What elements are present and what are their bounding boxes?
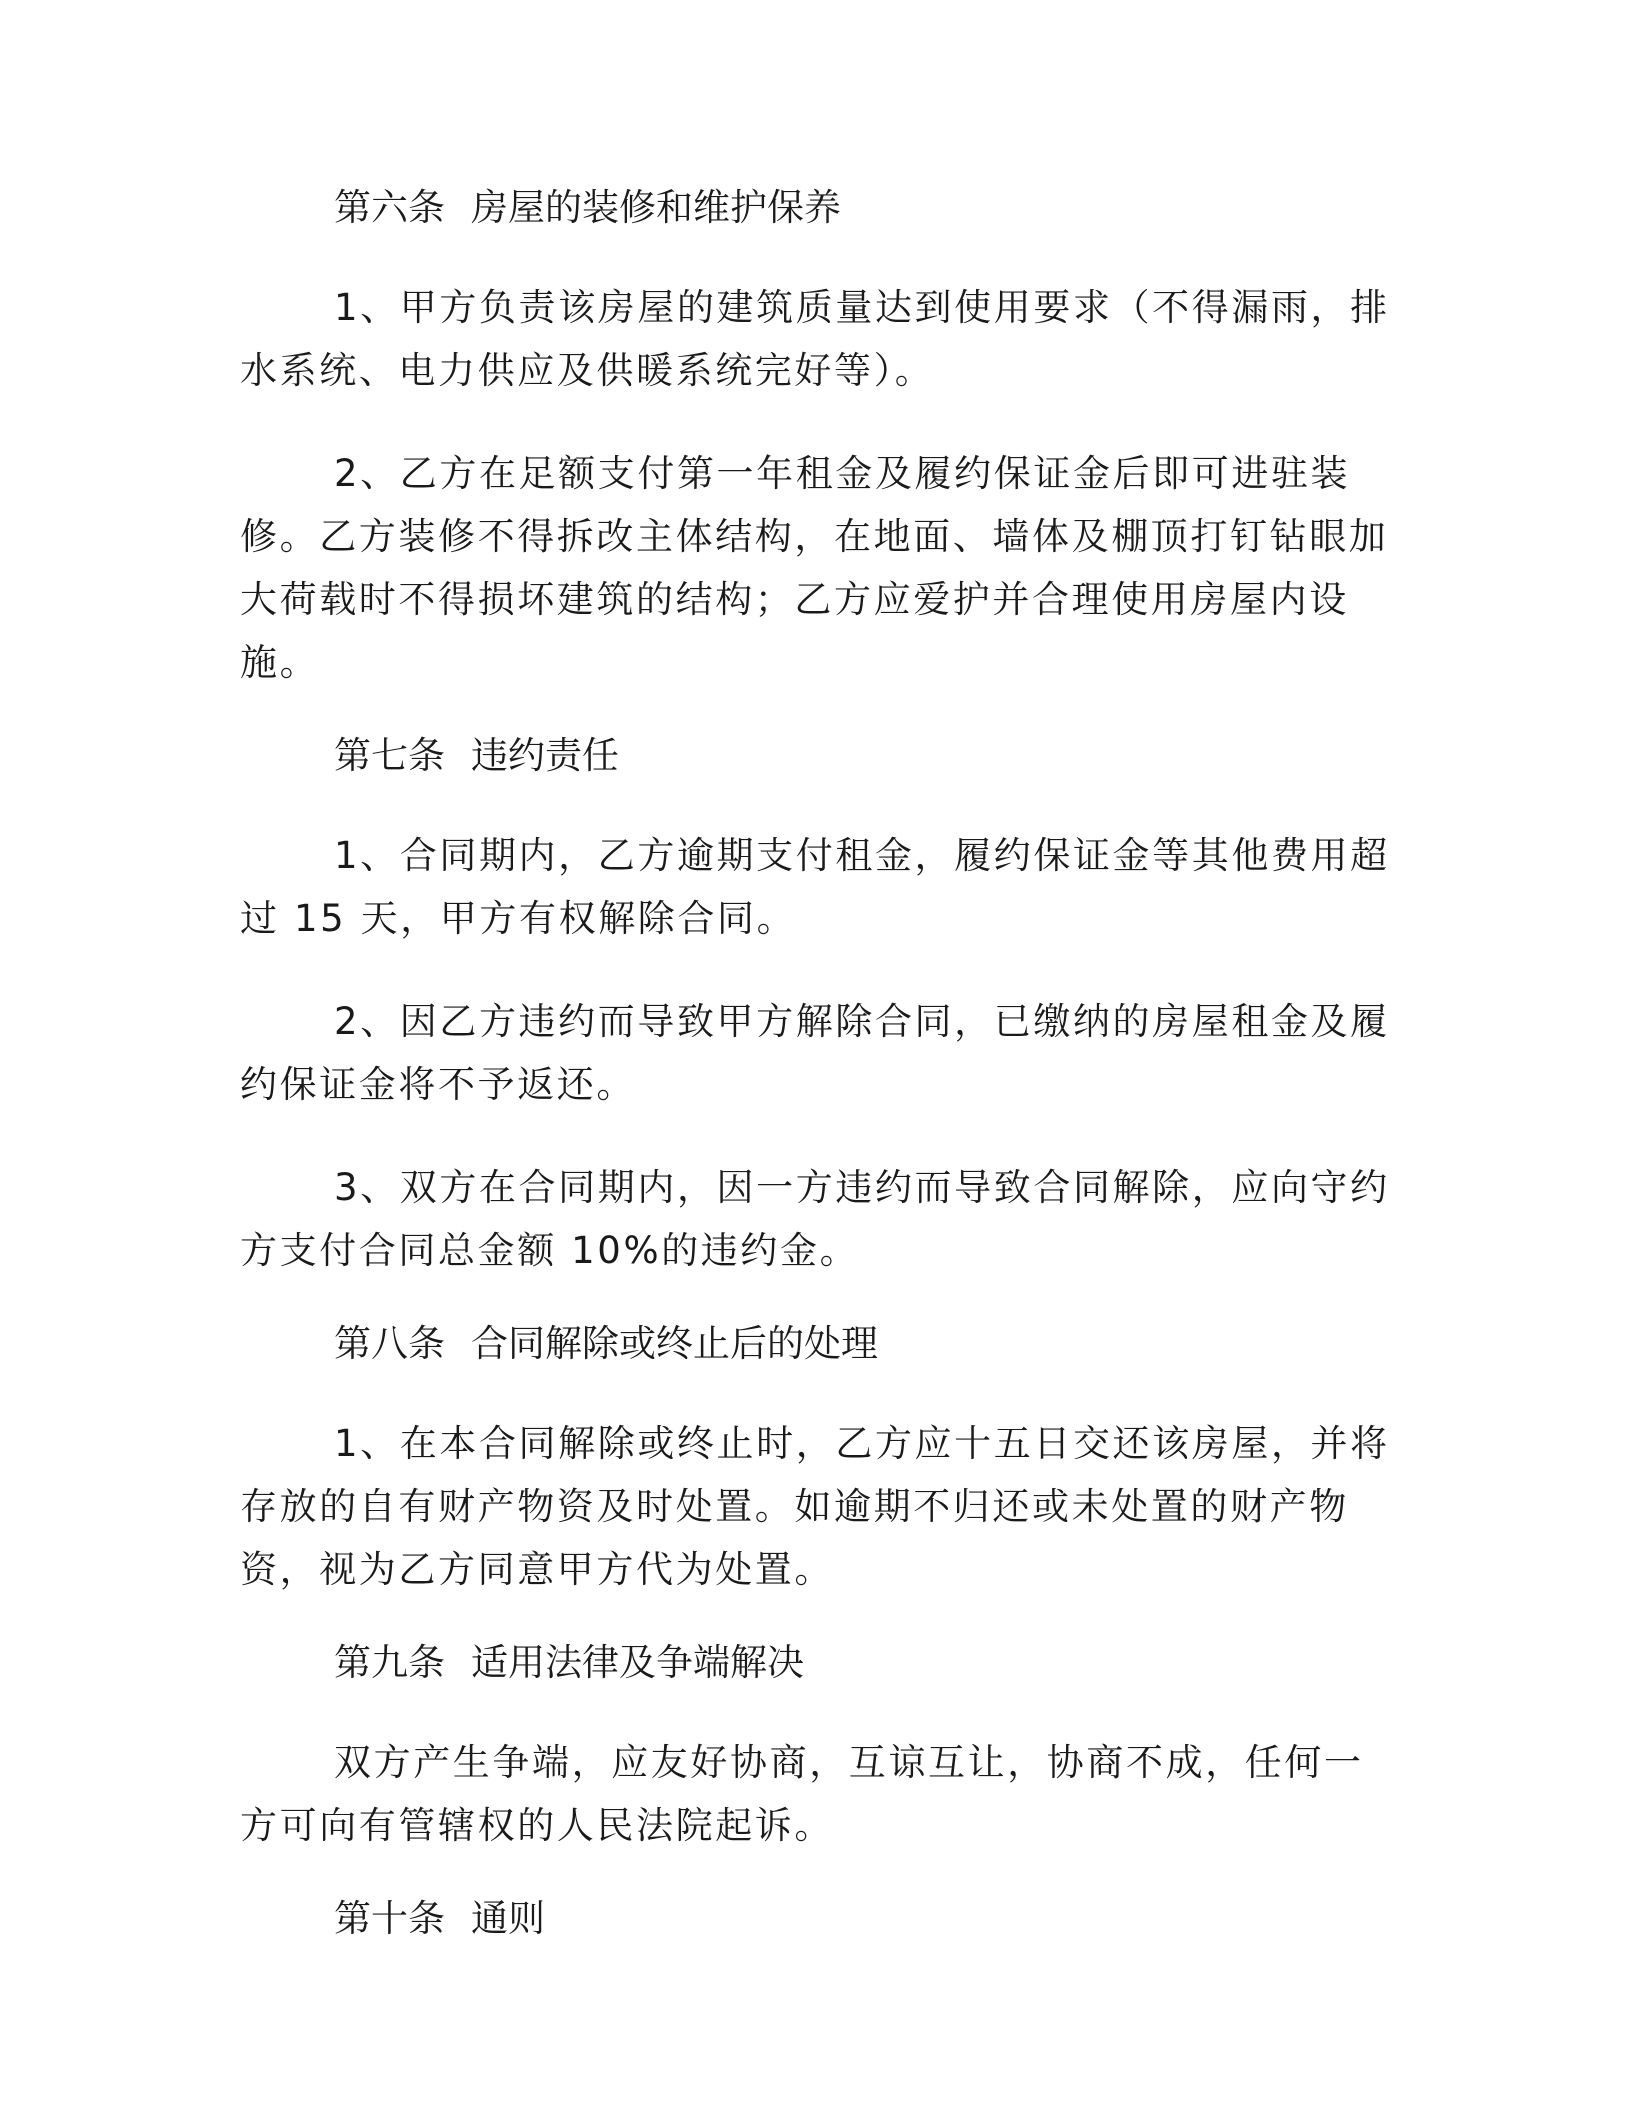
article-label: 第九条	[334, 1641, 445, 1684]
article-label: 第十条	[334, 1897, 445, 1940]
article-8-clause-1: 1、在本合同解除或终止时，乙方应十五日交还该房屋，并将存放的自有财产物资及时处置。如逾期不归还或未处置的财产物资，视为乙方同意甲方代为处置。	[240, 1422, 1390, 1591]
article-9-heading	[240, 1641, 1390, 1685]
article-title: 合同解除或终止后的处理	[471, 1322, 878, 1365]
article-6-clause-2: 2、乙方在足额支付第一年租金及履约保证金后即可进驻装修。乙方装修不得拆改主体结构，在地面、墙体及棚顶打钉钻眼加大荷载时不得损坏建筑的结构；乙方应爱护并合理使用房屋内设施。	[240, 452, 1389, 684]
article-7-clause-3: 3、双方在合同期内，因一方违约而导致合同解除，应向守约方支付合同总金额 10%的违约金。	[240, 1166, 1390, 1272]
article-label: 第七条	[334, 734, 445, 777]
article-6-heading	[240, 186, 1390, 230]
article-label: 第六条	[334, 186, 445, 229]
article-10-heading	[240, 1897, 1390, 1941]
article-title: 违约责任	[471, 734, 619, 777]
article-7-clause-2: 2、因乙方违约而导致甲方解除合同，已缴纳的房屋租金及履约保证金将不予返还。	[240, 1000, 1390, 1106]
article-9-body: 双方产生争端，应友好协商，互谅互让，协商不成，任何一方可向有管辖权的人民法院起诉。	[240, 1741, 1364, 1847]
article-7-heading	[240, 734, 1390, 778]
article-6-clause-1: 1、甲方负责该房屋的建筑质量达到使用要求（不得漏雨，排水系统、电力供应及供暖系统完好等）。	[240, 286, 1390, 392]
article-title: 通则	[471, 1897, 545, 1940]
article-7-clause-1: 1、合同期内，乙方逾期支付租金，履约保证金等其他费用超过 15 天，甲方有权解除合同。	[240, 834, 1390, 940]
document-page	[240, 186, 1390, 1941]
article-title: 适用法律及争端解决	[471, 1641, 804, 1684]
article-8-heading	[240, 1322, 1390, 1366]
article-title: 房屋的装修和维护保养	[471, 186, 841, 229]
article-label: 第八条	[334, 1322, 445, 1365]
